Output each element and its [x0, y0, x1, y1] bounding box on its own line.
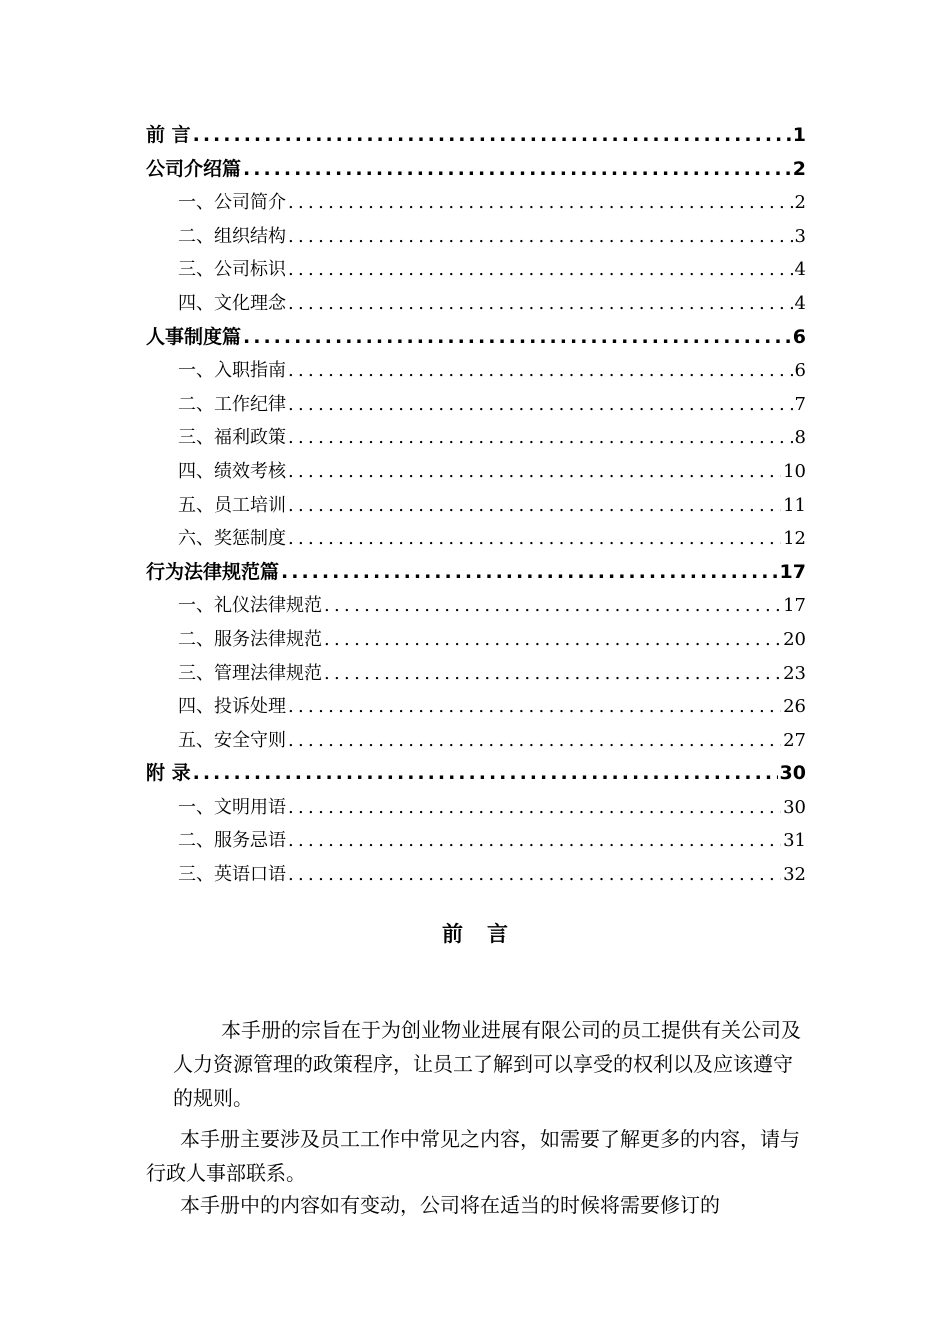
section-title: 前言	[442, 922, 532, 946]
toc-label: 三、英语口语	[178, 864, 286, 886]
toc-label: 五、安全守则	[178, 729, 286, 751]
toc-leader-dots	[288, 489, 781, 523]
toc-entry[interactable]	[146, 858, 806, 892]
toc-page-number: 30	[779, 762, 806, 785]
toc-label: 人事制度篇	[146, 325, 242, 348]
toc-leader-dots	[288, 421, 793, 455]
toc-entry[interactable]	[146, 724, 806, 758]
toc-page-number: 10	[783, 460, 806, 482]
toc-page-number: 3	[794, 225, 806, 247]
toc-page-number: 17	[779, 560, 806, 583]
toc-entry[interactable]	[146, 690, 806, 724]
toc-leader-dots	[288, 186, 793, 220]
toc-entry[interactable]	[146, 489, 806, 523]
toc-page-number: 12	[783, 528, 806, 550]
toc-entry[interactable]	[146, 623, 806, 657]
toc-leader-dots	[288, 791, 781, 825]
toc-page-number: 4	[794, 292, 806, 314]
toc-page-number: 1	[792, 124, 806, 146]
toc-label: 三、福利政策	[178, 427, 286, 449]
toc-entry[interactable]	[146, 421, 806, 455]
toc-page-number: 32	[783, 864, 806, 886]
toc-page-number: 17	[783, 595, 806, 617]
toc-leader-dots	[288, 253, 793, 287]
toc-label: 四、绩效考核	[178, 460, 286, 482]
toc-label: 二、组织结构	[178, 225, 286, 247]
toc-leader-dots	[324, 589, 781, 623]
toc-page-number: 4	[794, 259, 806, 281]
toc-label: 二、服务法律规范	[178, 628, 322, 650]
toc-page-number: 6	[792, 325, 806, 348]
toc-leader-dots	[288, 455, 781, 489]
toc-entry[interactable]	[146, 657, 806, 691]
toc-leader-dots	[288, 220, 793, 254]
toc-leader-dots	[243, 321, 791, 355]
toc-page-number: 6	[794, 360, 806, 382]
toc-leader-dots	[288, 287, 793, 321]
toc-entry[interactable]	[146, 522, 806, 556]
toc-page-number: 23	[783, 662, 806, 684]
toc-label: 二、服务忌语	[178, 830, 286, 852]
toc-entry[interactable]	[146, 186, 806, 220]
toc-page-number: 20	[783, 628, 806, 650]
toc-entry[interactable]	[146, 220, 806, 254]
toc-label: 公司介绍篇	[146, 157, 242, 180]
toc-page-number: 2	[794, 192, 806, 214]
toc-page-number: 30	[783, 796, 806, 818]
toc-entry[interactable]	[146, 589, 806, 623]
toc-page-number: 8	[794, 427, 806, 449]
toc-entry[interactable]	[146, 824, 806, 858]
toc-page-number: 31	[783, 830, 806, 852]
toc-label: 三、公司标识	[178, 259, 286, 281]
toc-entry-company-intro[interactable]	[146, 153, 806, 187]
toc-label: 附 录	[146, 762, 191, 785]
toc-label: 四、投诉处理	[178, 696, 286, 718]
body-paragraph: 本手册中的内容如有变动，公司将在适当的时候将需要修订的	[180, 1193, 720, 1217]
toc-leader-dots	[324, 657, 781, 691]
body-paragraph: 本手册的宗旨在于为创业物业进展有限公司的员工提供有关公司及人力资源管理的政策程序，让员工了解到可以享受的权利以及应该遵守的规则。	[173, 1018, 801, 1110]
toc-page-number: 2	[792, 157, 806, 180]
toc-page-number: 11	[783, 494, 806, 516]
toc-entry[interactable]	[146, 354, 806, 388]
toc-leader-dots	[324, 623, 781, 657]
toc-page-number: 7	[794, 393, 806, 415]
toc-entry[interactable]	[146, 388, 806, 422]
toc-entry[interactable]	[146, 287, 806, 321]
toc-entry[interactable]	[146, 455, 806, 489]
toc-label: 三、管理法律规范	[178, 662, 322, 684]
toc-label: 一、礼仪法律规范	[178, 595, 322, 617]
toc-leader-dots	[193, 757, 778, 791]
toc-entry[interactable]	[146, 791, 806, 825]
toc-entry[interactable]	[146, 253, 806, 287]
toc-label: 六、奖惩制度	[178, 528, 286, 550]
toc-label: 五、员工培训	[178, 494, 286, 516]
toc-label: 二、工作纪律	[178, 393, 286, 415]
toc-leader-dots	[288, 824, 781, 858]
toc-leader-dots	[288, 522, 781, 556]
toc-label: 行为法律规范篇	[146, 560, 280, 583]
toc-leader-dots	[243, 153, 791, 187]
toc-leader-dots	[288, 690, 781, 724]
toc-page-number: 26	[783, 696, 806, 718]
toc-entry-conduct-norms[interactable]	[146, 556, 806, 590]
toc-page-number: 27	[783, 729, 806, 751]
toc-leader-dots	[193, 119, 791, 153]
toc-leader-dots	[288, 724, 781, 758]
table-of-contents	[146, 119, 806, 892]
toc-label: 一、文明用语	[178, 796, 286, 818]
toc-label: 四、文化理念	[178, 292, 286, 314]
toc-label: 前 言	[146, 124, 191, 146]
toc-leader-dots	[281, 556, 778, 590]
toc-label: 一、公司简介	[178, 192, 286, 214]
toc-entry-preface[interactable]	[146, 119, 806, 153]
toc-entry-appendix[interactable]	[146, 757, 806, 791]
body-paragraph: 本手册主要涉及员工工作中常见之内容，如需要了解更多的内容，请与行政人事部联系。	[146, 1127, 800, 1185]
toc-leader-dots	[288, 388, 793, 422]
toc-leader-dots	[288, 354, 793, 388]
toc-entry-hr-policy[interactable]	[146, 321, 806, 355]
toc-label: 一、入职指南	[178, 360, 286, 382]
toc-leader-dots	[288, 858, 781, 892]
